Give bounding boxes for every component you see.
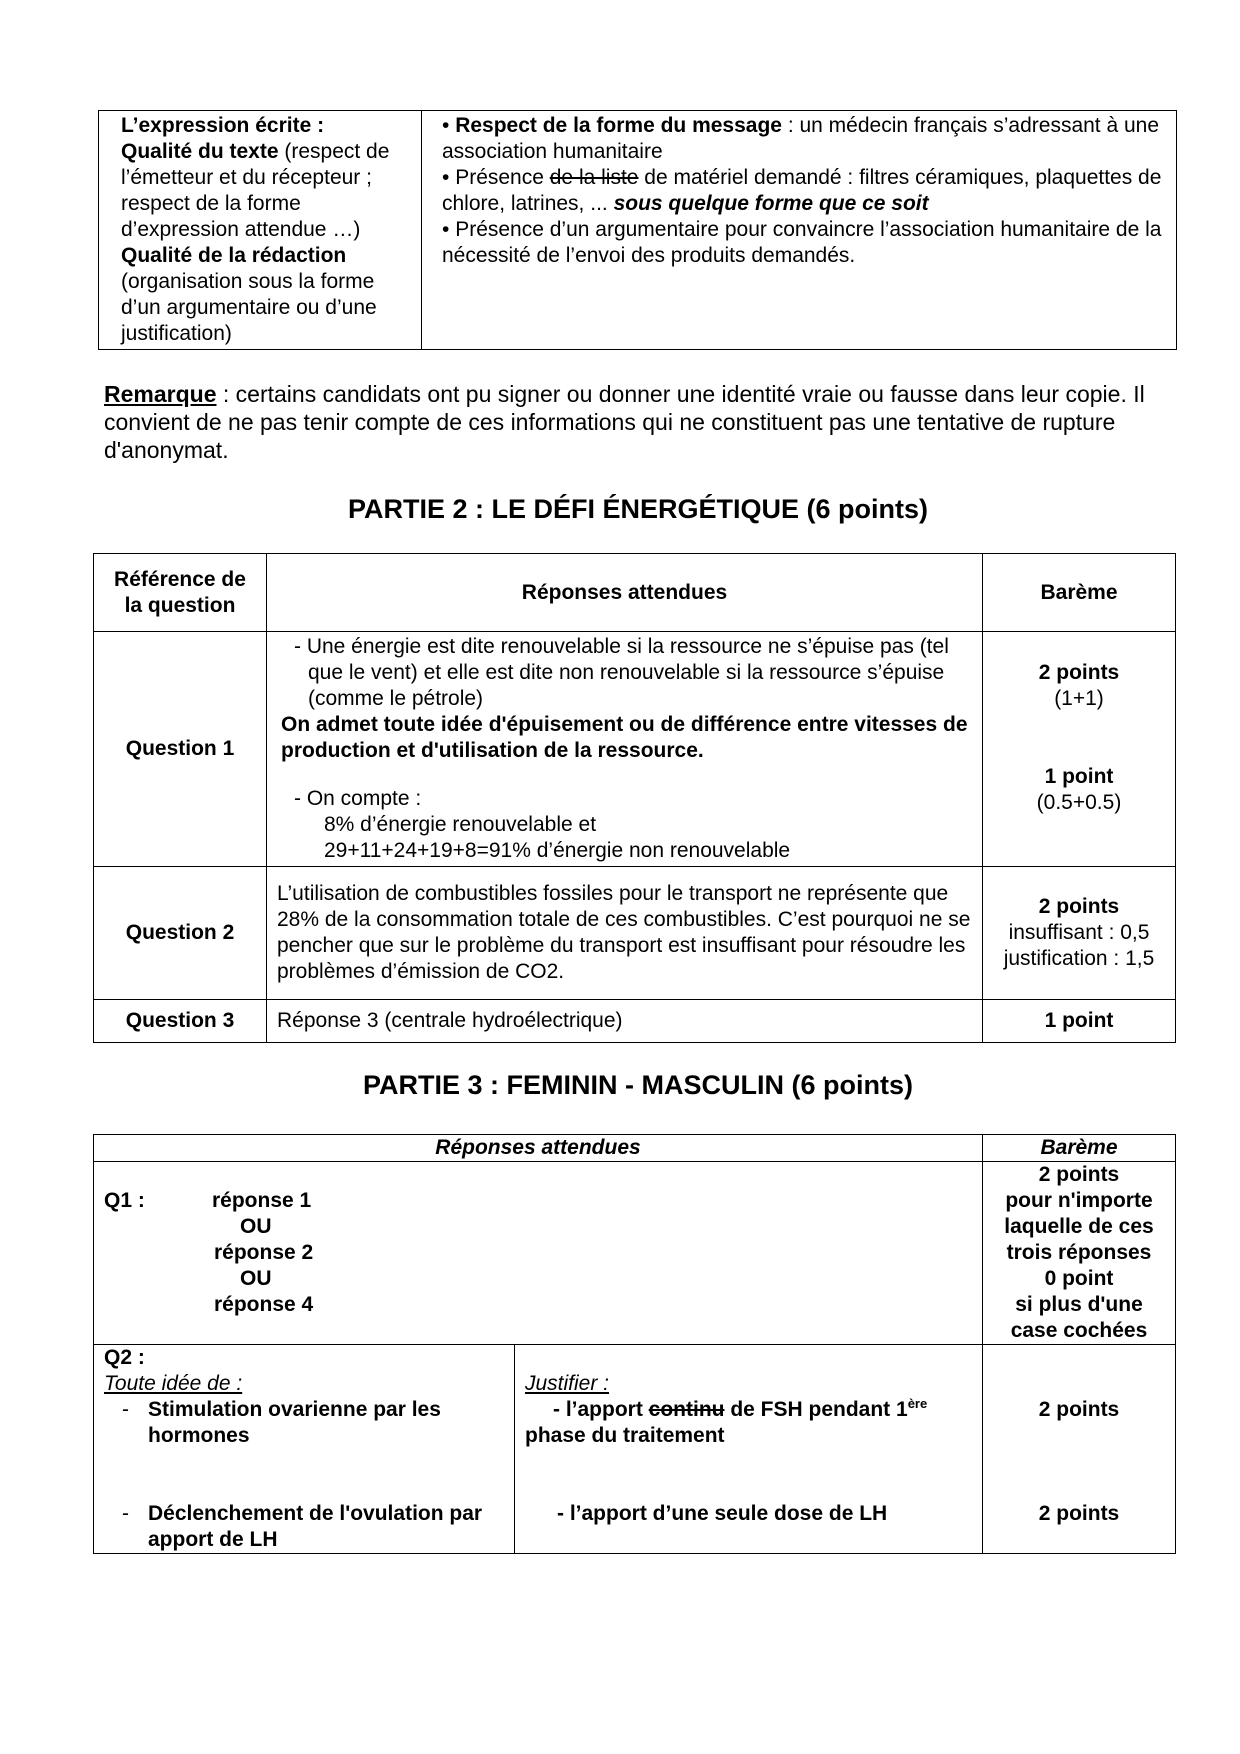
expected-cell	[422, 111, 1177, 350]
bullet-form: • Respect de la forme du message : un médecin français s’adressant à une association humanitaire	[442, 114, 1160, 163]
part2-table	[93, 553, 1176, 1043]
question3-answer: Réponse 3 (centrale hydroélectrique)	[267, 1000, 983, 1043]
table-row	[94, 867, 1176, 1000]
table-row	[94, 1162, 1176, 1345]
question1-bareme: 2 points (1+1) 1 point (0.5+0.5)	[983, 632, 1176, 867]
header-answers: Réponses attendues	[267, 554, 983, 632]
part3-title: PARTIE 3 : FEMININ - MASCULIN (6 points)	[363, 1070, 913, 1100]
q2-bareme: 2 points 2 points	[983, 1345, 1176, 1554]
part3-table	[93, 1134, 1176, 1554]
question2-label: Question 2	[94, 867, 267, 1000]
question2-answer: L’utilisation de combustibles fossiles pour le transport ne représente que 28% de la consommation totale de ces combustibles. C’est pourquoi ne se pencher que sur le problème du transport est insuffisant pour résoudre les problèmes d’émission de CO2.	[267, 867, 983, 1000]
part2-title: PARTIE 2 : LE DÉFI ÉNERGÉTIQUE (6 points)	[347, 494, 929, 524]
question3-bareme: 1 point	[983, 1000, 1176, 1043]
evaluation-table-expression	[98, 110, 1177, 350]
header-bareme: Barème	[983, 554, 1176, 632]
header-bareme: Barème	[983, 1135, 1176, 1162]
bullet-argument: • Présence d’un argumentaire pour convaincre l’association humanitaire de la nécessité de l’envoi des produits demandés.	[442, 218, 1162, 267]
remark-text: : certains candidats ont pu signer ou donner une identité vraie ou fausse dans leur copie. Il convient de ne pas tenir compte de ces informations qui ne constituent pas une tentative de rupture d'anonymat.	[104, 381, 1145, 463]
q1-bareme: 2 points pour n'importe laquelle de ces trois réponses 0 point si plus d'une case cochées	[983, 1162, 1176, 1345]
question3-label: Question 3	[94, 1000, 267, 1043]
remark-label: Remarque	[104, 381, 217, 407]
criteria-quality-text: Qualité du texte (respect de l’émetteur et du récepteur ; respect de la forme d’expression attendue …)	[121, 140, 390, 241]
question1-label: Question 1	[94, 632, 267, 867]
remark-paragraph	[104, 380, 1184, 464]
question2-bareme: 2 points insuffisant : 0,5 justification : 1,5	[983, 867, 1176, 1000]
q2-justifications: Justifier : - l’apport continu de FSH pendant 1ère phase du traitement - l’apport d’une seule dose de LH	[515, 1345, 983, 1554]
criteria-quality-redaction: Qualité de la rédaction (organisation sous la forme d’un argumentaire ou d’une justification)	[121, 244, 377, 345]
q2-ideas: Q2 : Toute idée de : - Stimulation ovarienne par les hormones - Déclenchement de l'ovulation par apport de LH	[94, 1345, 515, 1554]
bullet-materials: • Présence de la liste de matériel demandé : filtres céramiques, plaquettes de chlore, latrines, ... sous quelque forme que ce soit	[442, 166, 1162, 215]
criteria-title: L’expression écrite :	[121, 114, 325, 137]
table-row	[94, 1345, 1176, 1554]
question1-answer: - Une énergie est dite renouvelable si la ressource ne s’épuise pas (tel que le vent) et elle est dite non renouvelable si la ressource s’épuise (comme le pétrole) On admet toute idée d'épuisement ou de différence entre vitesses de production et d'utilisation de la ressource. - On compte : 8% d’énergie renouvelable et 29+11+24+19+8=91% d’énergie non renouvelable	[267, 632, 983, 867]
criteria-cell	[99, 111, 422, 350]
header-reference: Référence de la question	[94, 554, 267, 632]
table-row	[94, 632, 1176, 867]
header-answers: Réponses attendues	[94, 1135, 983, 1162]
q1-answer: Q1 : réponse 1 OU réponse 2 OU réponse 4	[94, 1162, 983, 1345]
table-row	[94, 1000, 1176, 1043]
